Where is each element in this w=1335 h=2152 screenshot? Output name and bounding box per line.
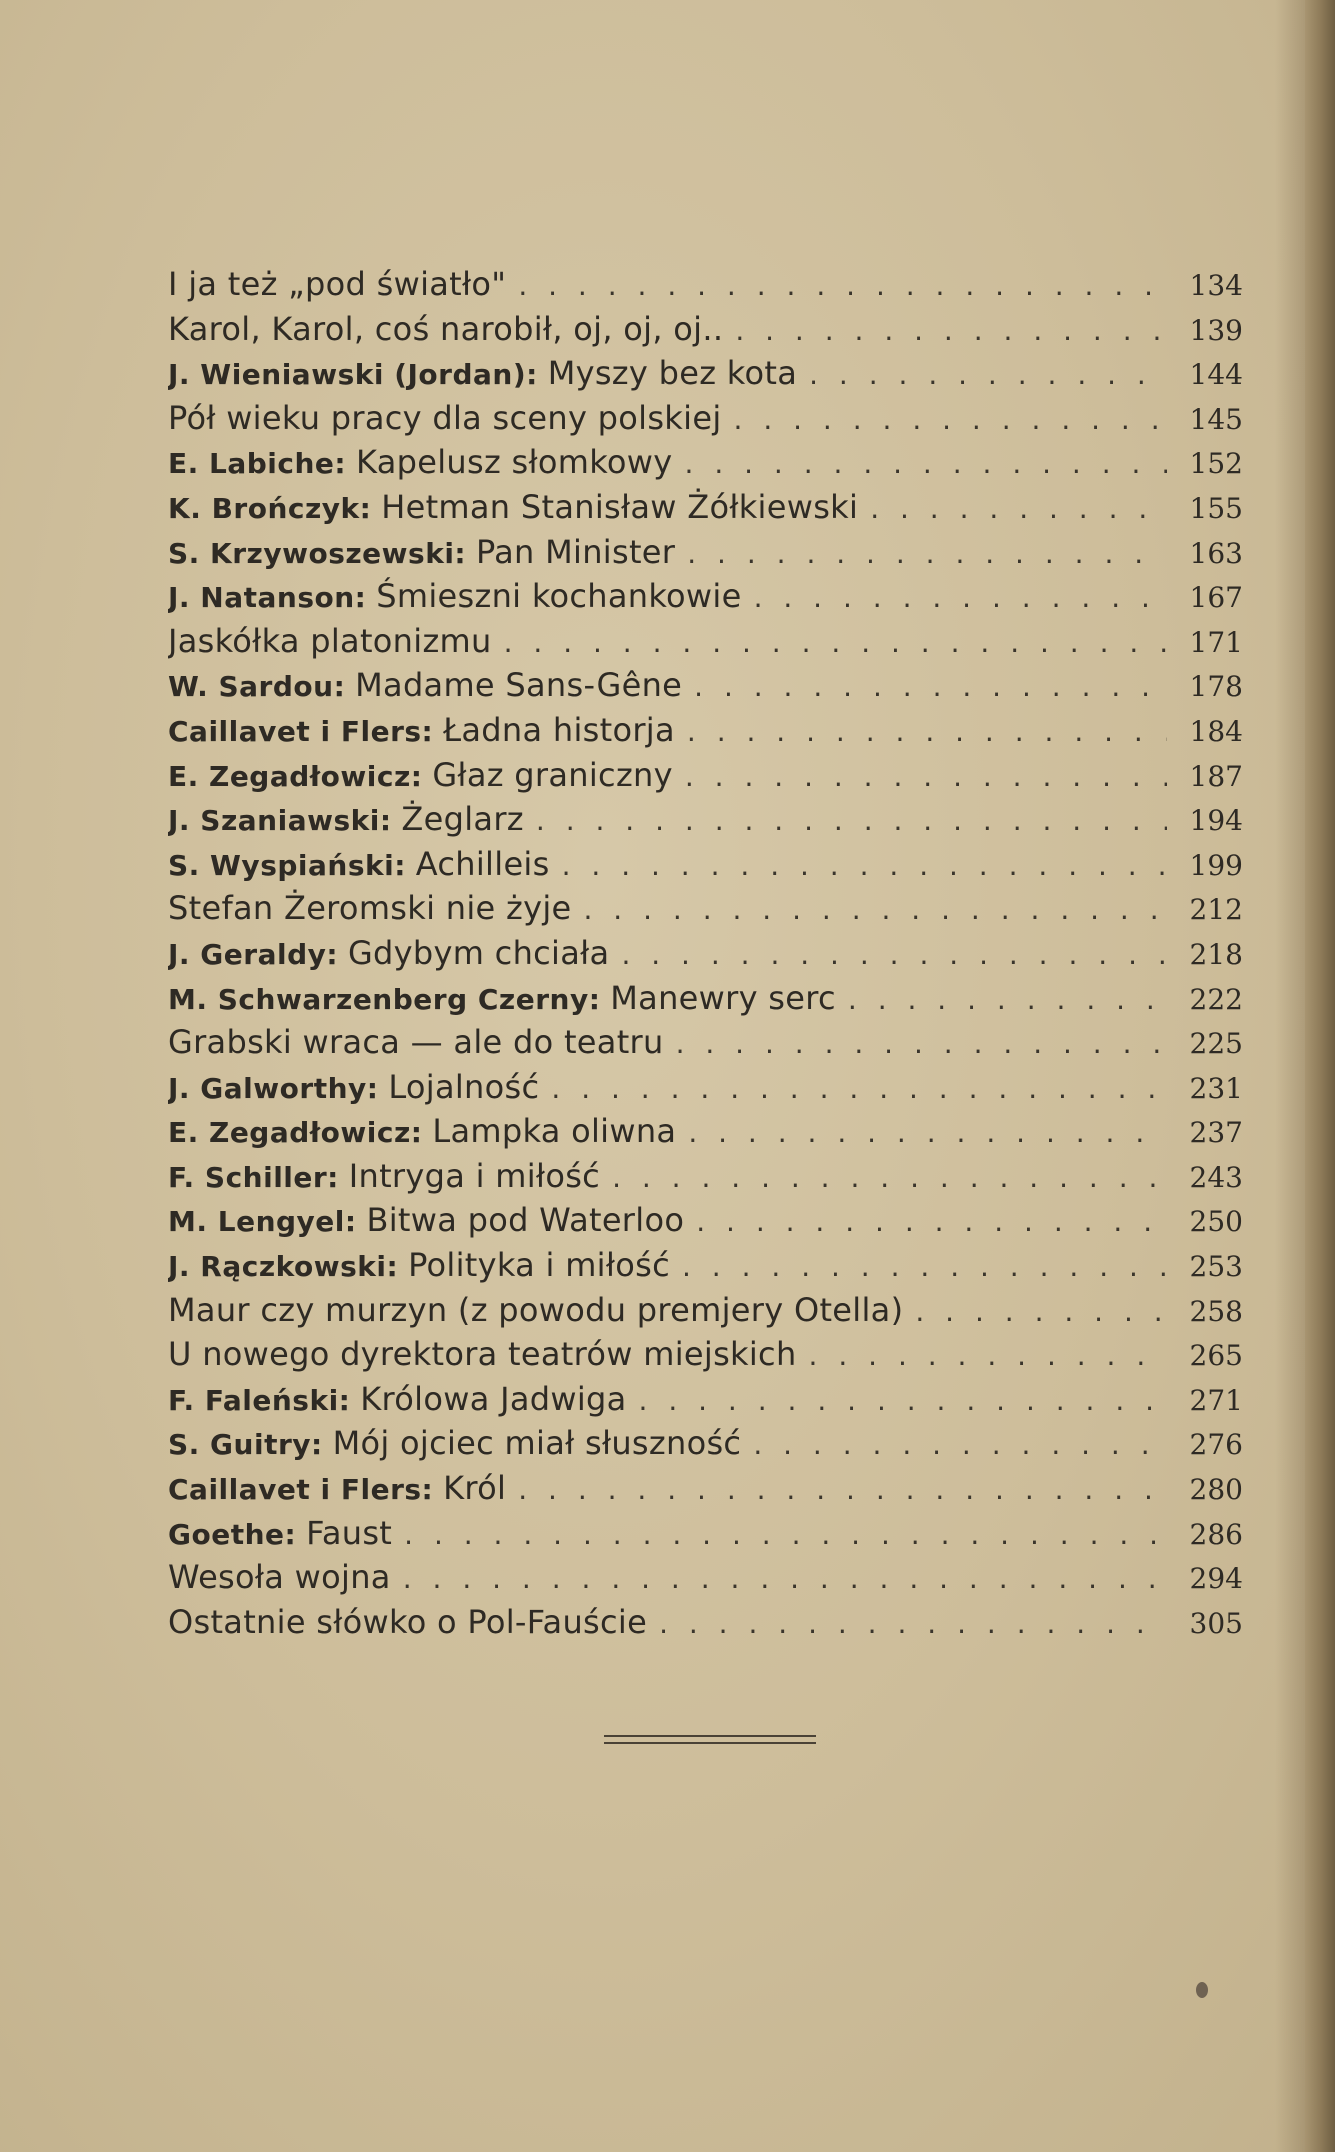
toc-title: Kapelusz słomkowy bbox=[355, 443, 673, 482]
toc-author: J. Galworthy: bbox=[168, 1071, 379, 1105]
dot-leader bbox=[696, 1200, 1167, 1243]
toc-title: Intryga i miłość bbox=[348, 1156, 601, 1195]
toc-row bbox=[168, 396, 1243, 441]
toc-row bbox=[168, 931, 1243, 976]
dot-leader bbox=[694, 665, 1167, 708]
closing-rule-top bbox=[604, 1735, 816, 1737]
toc-title: Myszy bez kota bbox=[547, 354, 798, 393]
dot-leader bbox=[809, 1334, 1167, 1377]
toc-title: Pan Minister bbox=[475, 532, 676, 571]
toc-title: Achilleis bbox=[415, 844, 550, 883]
toc-entry bbox=[168, 842, 550, 887]
toc-page-number: 178 bbox=[1189, 670, 1243, 704]
toc-entry bbox=[168, 574, 742, 619]
dot-leader bbox=[659, 1602, 1167, 1645]
dot-leader bbox=[518, 264, 1167, 307]
toc-title: Pół wieku pracy dla sceny polskiej bbox=[168, 398, 722, 437]
toc-page-number: 163 bbox=[1189, 536, 1243, 570]
binding-edge bbox=[1305, 0, 1335, 2152]
toc-author: E. Zegadłowicz: bbox=[168, 759, 423, 793]
toc-author: E. Labiche: bbox=[168, 447, 347, 481]
toc-page-number: 243 bbox=[1189, 1160, 1243, 1194]
toc-entry bbox=[168, 1020, 664, 1065]
toc-row bbox=[168, 1243, 1243, 1288]
toc-row bbox=[168, 530, 1243, 575]
toc-row bbox=[168, 976, 1243, 1021]
toc-page-number: 144 bbox=[1189, 358, 1243, 392]
toc-entry bbox=[168, 708, 675, 753]
toc-row bbox=[168, 753, 1243, 798]
toc-author: K. Brończyk: bbox=[168, 491, 372, 525]
table-of-contents bbox=[168, 262, 1243, 1644]
paper-speck bbox=[1196, 1982, 1208, 1998]
dot-leader bbox=[504, 621, 1167, 664]
toc-entry bbox=[168, 753, 673, 798]
toc-entry bbox=[168, 530, 675, 575]
toc-page-number: 271 bbox=[1189, 1383, 1243, 1417]
toc-page-number: 280 bbox=[1189, 1473, 1243, 1507]
toc-page-number: 218 bbox=[1189, 937, 1243, 971]
toc-page-number: 253 bbox=[1189, 1250, 1243, 1284]
toc-title: I ja też „pod światło" bbox=[168, 265, 507, 303]
toc-entry bbox=[168, 1555, 391, 1600]
toc-title: Faust bbox=[306, 1513, 393, 1552]
toc-row bbox=[168, 1288, 1243, 1333]
toc-page-number: 294 bbox=[1189, 1562, 1243, 1596]
toc-page-number: 250 bbox=[1189, 1205, 1243, 1239]
toc-entry bbox=[168, 976, 836, 1021]
dot-leader bbox=[682, 1245, 1167, 1288]
toc-page-number: 145 bbox=[1189, 402, 1243, 436]
toc-title: Królowa Jadwiga bbox=[360, 1379, 627, 1418]
toc-title: Bitwa pod Waterloo bbox=[366, 1201, 685, 1240]
toc-entry bbox=[168, 886, 572, 931]
toc-title: Ostatnie słówko o Pol-Fauście bbox=[168, 1602, 648, 1641]
toc-entry bbox=[168, 1065, 539, 1110]
toc-row bbox=[168, 663, 1243, 708]
toc-row bbox=[168, 1600, 1243, 1645]
dot-leader bbox=[685, 442, 1167, 485]
toc-entry bbox=[168, 440, 673, 485]
toc-title: Ładna historja bbox=[443, 710, 675, 749]
binding-shadow bbox=[1275, 0, 1305, 2152]
toc-entry bbox=[168, 351, 797, 396]
dot-leader bbox=[915, 1290, 1167, 1333]
toc-row bbox=[168, 485, 1243, 530]
toc-row bbox=[168, 886, 1243, 931]
toc-entry bbox=[168, 1154, 600, 1199]
dot-leader bbox=[754, 576, 1167, 619]
toc-page-number: 231 bbox=[1189, 1071, 1243, 1105]
toc-page-number: 258 bbox=[1189, 1294, 1243, 1328]
toc-page-number: 276 bbox=[1189, 1428, 1243, 1462]
dot-leader bbox=[639, 1379, 1167, 1422]
toc-entry bbox=[168, 262, 506, 307]
toc-title: Lojalność bbox=[388, 1067, 540, 1106]
toc-row bbox=[168, 351, 1243, 396]
dot-leader bbox=[688, 1111, 1167, 1154]
toc-title: Madame Sans-Gêne bbox=[355, 666, 683, 705]
toc-entry bbox=[168, 1109, 676, 1154]
toc-row bbox=[168, 842, 1243, 887]
toc-page-number: 237 bbox=[1189, 1116, 1243, 1150]
dot-leader bbox=[753, 1423, 1167, 1466]
toc-row bbox=[168, 1154, 1243, 1199]
toc-page-number: 305 bbox=[1189, 1606, 1243, 1640]
toc-entry bbox=[168, 1466, 506, 1511]
dot-leader bbox=[676, 1022, 1167, 1065]
dot-leader bbox=[687, 710, 1167, 753]
toc-title: Śmieszni kochankowie bbox=[376, 577, 742, 616]
dot-leader bbox=[536, 799, 1167, 842]
dot-leader bbox=[584, 888, 1168, 931]
toc-row bbox=[168, 797, 1243, 842]
dot-leader bbox=[612, 1156, 1167, 1199]
toc-entry bbox=[168, 931, 609, 976]
toc-page-number: 225 bbox=[1189, 1027, 1243, 1061]
toc-row bbox=[168, 1466, 1243, 1511]
toc-title: Głaz graniczny bbox=[432, 755, 673, 794]
toc-row bbox=[168, 1377, 1243, 1422]
toc-row bbox=[168, 1555, 1243, 1600]
toc-title: Lampka oliwna bbox=[432, 1112, 677, 1151]
dot-leader bbox=[403, 1557, 1167, 1600]
toc-page-number: 139 bbox=[1189, 313, 1243, 347]
toc-page-number: 265 bbox=[1189, 1339, 1243, 1373]
toc-title: Polityka i miłość bbox=[408, 1246, 670, 1285]
toc-page-number: 184 bbox=[1189, 714, 1243, 748]
toc-author: J. Wieniawski (Jordan): bbox=[168, 358, 538, 392]
toc-page-number: 199 bbox=[1189, 848, 1243, 882]
dot-leader bbox=[870, 487, 1167, 530]
toc-entry bbox=[168, 1421, 741, 1466]
toc-title: Karol, Karol, coś narobił, oj, oj, oj.. bbox=[168, 309, 724, 348]
closing-rule-bottom bbox=[604, 1742, 816, 1744]
toc-entry bbox=[168, 1288, 903, 1333]
toc-title: U nowego dyrektora teatrów miejskich bbox=[168, 1335, 797, 1374]
toc-title: Mój ojciec miał słuszność bbox=[332, 1424, 742, 1463]
toc-entry bbox=[168, 485, 858, 530]
dot-leader bbox=[404, 1513, 1167, 1556]
dot-leader bbox=[848, 978, 1167, 1021]
toc-entry bbox=[168, 1332, 797, 1377]
dot-leader bbox=[735, 309, 1167, 352]
toc-page-number: 152 bbox=[1189, 447, 1243, 481]
toc-row bbox=[168, 708, 1243, 753]
toc-title: Maur czy murzyn (z powodu premjery Otella) bbox=[168, 1290, 904, 1329]
toc-author: Goethe: bbox=[168, 1517, 297, 1551]
dot-leader bbox=[518, 1468, 1167, 1511]
toc-entry bbox=[168, 396, 722, 441]
toc-page-number: 286 bbox=[1189, 1517, 1243, 1551]
toc-author: J. Szaniawski: bbox=[168, 804, 392, 838]
toc-row bbox=[168, 574, 1243, 619]
toc-title: Stefan Żeromski nie żyje bbox=[168, 889, 572, 928]
toc-title: Manewry serc bbox=[610, 978, 836, 1017]
toc-page-number: 155 bbox=[1189, 491, 1243, 525]
toc-page-number: 167 bbox=[1189, 581, 1243, 615]
toc-author: W. Sardou: bbox=[168, 670, 346, 704]
toc-title: Jaskółka platonizmu bbox=[168, 621, 492, 660]
toc-title: Grabski wraca — ale do teatru bbox=[168, 1023, 664, 1062]
dot-leader bbox=[621, 933, 1167, 976]
toc-page-number: 187 bbox=[1189, 759, 1243, 793]
toc-row bbox=[168, 1020, 1243, 1065]
toc-title: Król bbox=[443, 1469, 507, 1508]
toc-page-number: 212 bbox=[1189, 893, 1243, 927]
toc-row bbox=[168, 1421, 1243, 1466]
toc-author: E. Zegadłowicz: bbox=[168, 1116, 423, 1150]
toc-author: Caillavet i Flers: bbox=[168, 1473, 434, 1507]
toc-page-number: 171 bbox=[1189, 625, 1243, 659]
dot-leader bbox=[809, 353, 1167, 396]
toc-author: M. Schwarzenberg Czerny: bbox=[168, 982, 601, 1016]
toc-entry bbox=[168, 1198, 684, 1243]
toc-entry bbox=[168, 619, 492, 664]
toc-page-number: 222 bbox=[1189, 982, 1243, 1016]
toc-entry bbox=[168, 307, 723, 352]
toc-title: Żeglarz bbox=[401, 800, 524, 839]
toc-row bbox=[168, 307, 1243, 352]
toc-page-number: 134 bbox=[1189, 269, 1243, 302]
toc-page-number: 194 bbox=[1189, 804, 1243, 838]
dot-leader bbox=[562, 844, 1167, 887]
toc-row bbox=[168, 1109, 1243, 1154]
toc-entry bbox=[168, 1377, 627, 1422]
toc-author: J. Natanson: bbox=[168, 581, 367, 615]
toc-author: J. Rączkowski: bbox=[168, 1250, 399, 1284]
toc-author: S. Guitry: bbox=[168, 1428, 323, 1462]
dot-leader bbox=[685, 755, 1167, 798]
toc-title: Wesoła wojna bbox=[168, 1558, 391, 1597]
dot-leader bbox=[687, 532, 1167, 575]
toc-entry bbox=[168, 663, 682, 708]
toc-author: F. Schiller: bbox=[168, 1160, 339, 1194]
toc-author: F. Faleński: bbox=[168, 1383, 351, 1417]
toc-row bbox=[168, 1332, 1243, 1377]
toc-row bbox=[168, 1198, 1243, 1243]
toc-entry bbox=[168, 1243, 670, 1288]
toc-row bbox=[168, 1065, 1243, 1110]
toc-row bbox=[168, 619, 1243, 664]
dot-leader bbox=[734, 398, 1167, 441]
toc-title: Gdybym chciała bbox=[347, 933, 610, 972]
toc-author: Caillavet i Flers: bbox=[168, 714, 434, 748]
toc-author: M. Lengyel: bbox=[168, 1205, 357, 1239]
toc-title: Hetman Stanisław Żółkiewski bbox=[381, 487, 859, 526]
toc-row bbox=[168, 1511, 1243, 1556]
toc-entry bbox=[168, 1511, 392, 1556]
toc-entry bbox=[168, 1600, 647, 1645]
toc-author: S. Wyspiański: bbox=[168, 848, 406, 882]
dot-leader bbox=[551, 1067, 1167, 1110]
toc-author: S. Krzywoszewski: bbox=[168, 536, 467, 570]
toc-author: J. Geraldy: bbox=[168, 937, 339, 971]
toc-row bbox=[168, 440, 1243, 485]
toc-row bbox=[168, 262, 1243, 307]
toc-entry bbox=[168, 797, 524, 842]
